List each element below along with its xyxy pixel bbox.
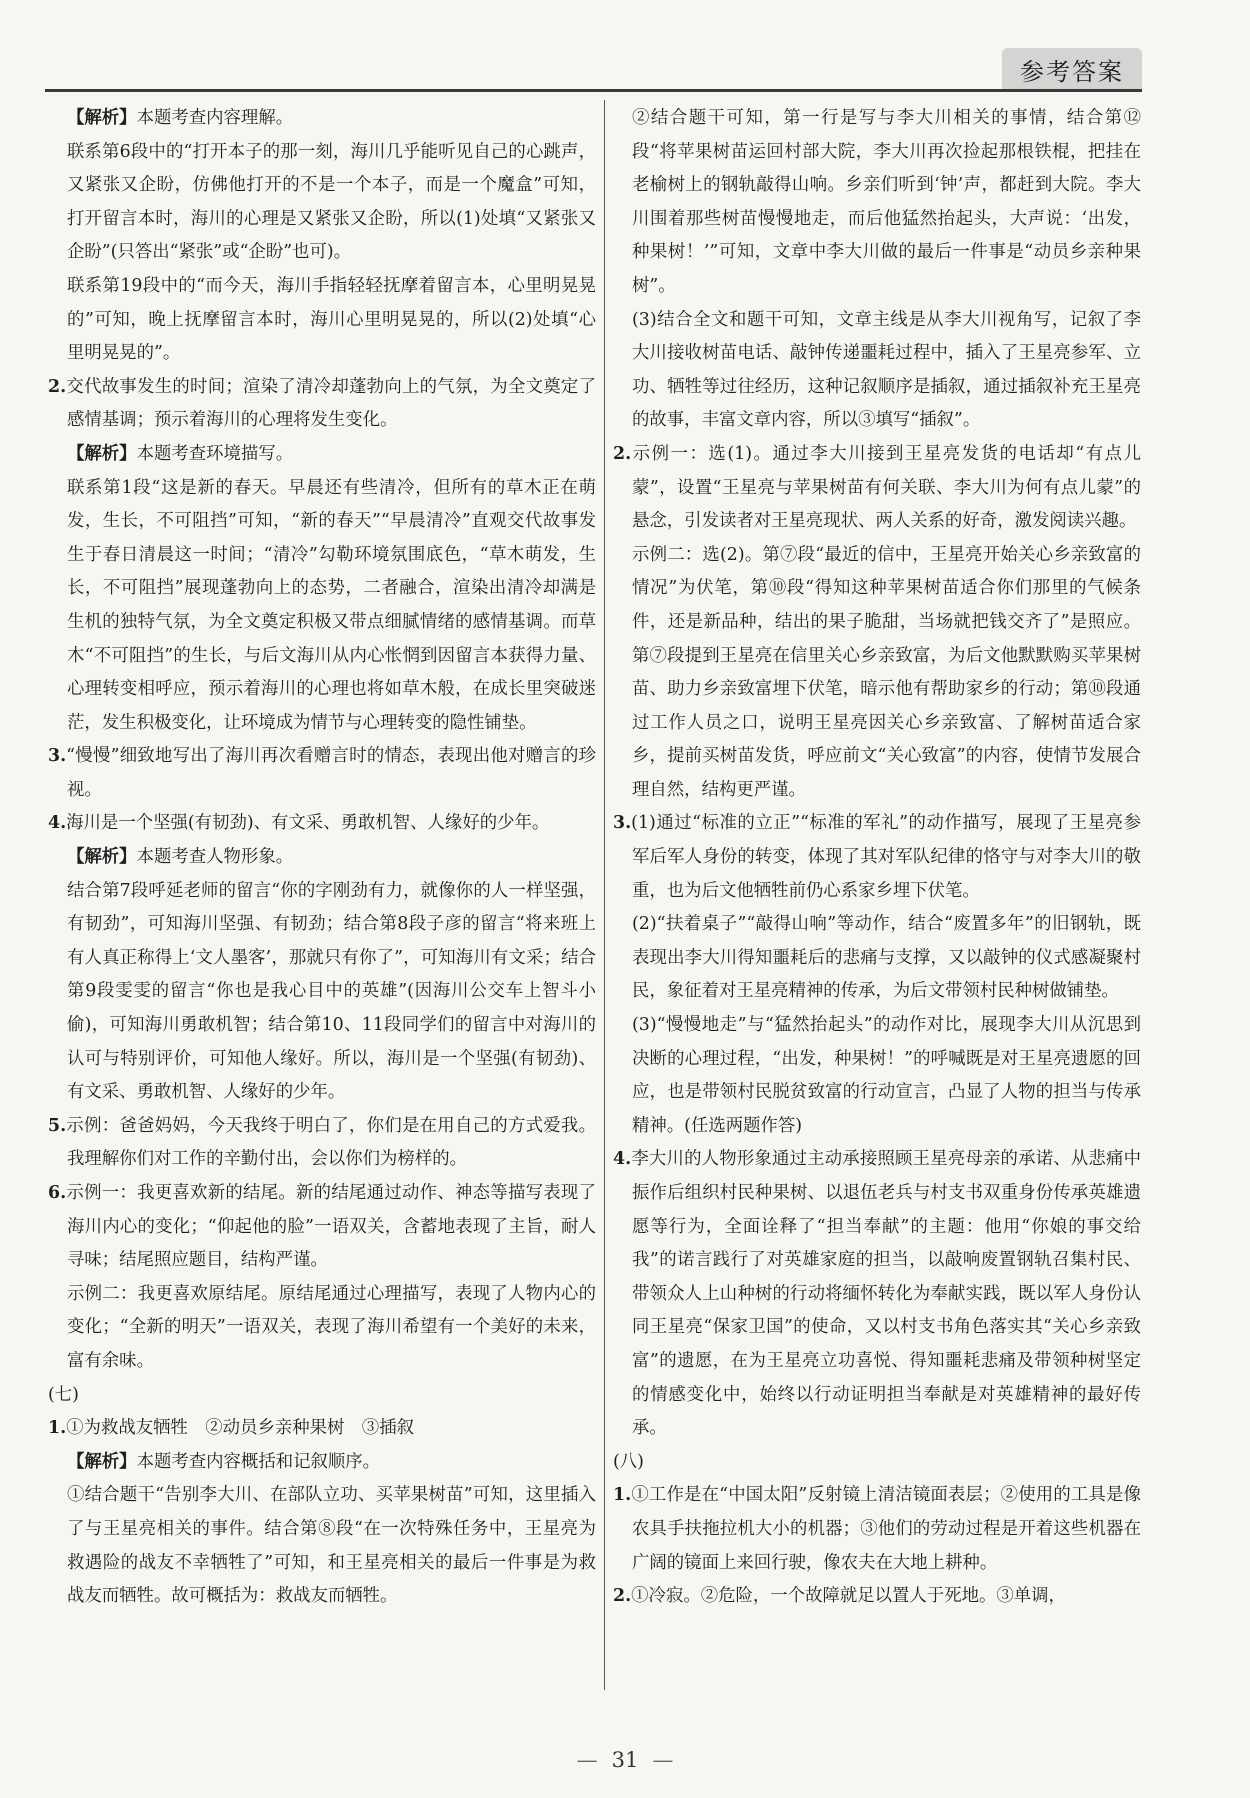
analysis-tag: 【解析】 xyxy=(67,1451,137,1472)
answer-text: “慢慢”细致地写出了海川再次看赠言时的情态，表现出他对赠言的珍视。 xyxy=(66,746,596,800)
right-column xyxy=(613,102,1141,1614)
answer-text: 示例一：选(1)。通过李大川接到王星亮发货的电话却“有点儿蒙”，设置“王星亮与苹果树苗有何关联、李大川为何有点儿蒙”的悬念，引发读者对王星亮现状、两人关系的好奇，激发阅读兴趣。 xyxy=(631,443,1141,532)
answer-text: 海川是一个坚强(有韧劲)、有文采、勇敢机智、人缘好的少年。 xyxy=(66,813,550,834)
answer-item xyxy=(613,438,1141,539)
explanation-paragraph: 示例二：选(2)。第⑦段“最近的信中，王星亮开始关心乡亲致富的情况”为伏笔，第⑩段“得知这种苹果树苗适合你们那里的气候条件，还是新品种，结出的果子脆甜，当场就把钱交齐了”是照应。第⑦段提到王星亮在信里关心乡亲致富，为后文他默默购买苹果树苗、助力乡亲致富埋下伏笔，暗示他有帮助家乡的行动；第⑩段通过工作人员之口，说明王星亮因关心乡亲致富、了解树苗适合家乡，提前买树苗发货，呼应前文“关心致富”的内容，使情节发展合理自然，结构更严谨。 xyxy=(632,544,1141,800)
analysis-topic: 本题考查环境描写。 xyxy=(136,443,294,464)
section-heading: (八) xyxy=(613,1451,644,1472)
explanation-paragraph: (3)“慢慢地走”与“猛然抬起头”的动作对比，展现李大川从沉思到决断的心理过程，“出发，种果树！”的呼喊既是对王星亮遗愿的回应，也是带领村民脱贫致富的行动宣言，凸显了人物的担当与传承精神。(任选两题作答) xyxy=(632,1015,1141,1136)
section-heading: (七) xyxy=(48,1384,79,1405)
answer-number: 1. xyxy=(613,1485,632,1506)
answer-item xyxy=(48,1412,596,1446)
analysis-topic: 本题考查人物形象。 xyxy=(136,847,294,868)
left-column xyxy=(48,102,596,1614)
analysis-tag: 【解析】 xyxy=(67,443,137,464)
answer-number: 4. xyxy=(48,813,67,834)
explanation-paragraph: 示例二：我更喜欢原结尾。原结尾通过心理描写，表现了人物内心的变化；“全新的明天”一语双关，表现了海川希望有一个美好的未来，富有余味。 xyxy=(67,1283,596,1371)
answer-item xyxy=(48,740,596,807)
analysis-heading xyxy=(48,841,596,875)
answer-text: 示例一：我更喜欢新的结尾。新的结尾通过动作、神态等描写表现了海川内心的变化；“仰起他的脸”一语双关，含蓄地表现了主旨，耐人寻味；结尾照应题目，结构严谨。 xyxy=(66,1183,596,1271)
explanation-paragraph: (2)“扶着桌子”“敲得山响”等动作，结合“废置多年”的旧钢轨，既表现出李大川得知噩耗后的悲痛与支撑，又以敲钟的仪式感凝聚村民，象征着对王星亮精神的传承，为后文带领村民种树做铺垫。 xyxy=(632,914,1141,1002)
explanation-paragraph: ②结合题干可知，第一行是写与李大川相关的事情，结合第⑫段“将苹果树苗运回村部大院，李大川再次捡起那根铁棍，把挂在老榆树上的钢轨敲得山响。乡亲们听到‘钟’声，都赶到大院。李大川围着那些树苗慢慢地走，而后他猛然抬起头，大声说：‘出发，种果树！’”可知，文章中李大川做的最后一件事是“动员乡亲种果树”。 xyxy=(632,108,1141,296)
answer-number: 4. xyxy=(613,1149,632,1170)
answer-number: 3. xyxy=(613,813,632,834)
answer-number: 6. xyxy=(48,1183,67,1203)
analysis-heading xyxy=(48,1446,596,1480)
page-number: 31 xyxy=(611,1748,639,1772)
answer-text: ①工作是在“中国太阳”反射镜上清洁镜面表层；②使用的工具是像农具手扶拖拉机大小的机器；③他们的劳动过程是开着这些机器在广阔的镜面上来回行驶，像农夫在大地上耕种。 xyxy=(631,1485,1141,1573)
answer-text: ①为救战友牺牲 ②动员乡亲种果树 ③插叙 xyxy=(66,1418,414,1439)
analysis-heading xyxy=(48,102,596,136)
answer-number: 5. xyxy=(48,1115,67,1136)
analysis-topic: 本题考查内容概括和记叙顺序。 xyxy=(136,1451,381,1472)
answer-text: 示例：爸爸妈妈，今天我终于明白了，你们是在用自己的方式爱我。我理解你们对工作的辛勤付出，会以你们为榜样的。 xyxy=(66,1115,596,1170)
answer-item xyxy=(613,807,1141,908)
analysis-tag: 【解析】 xyxy=(67,847,137,868)
answer-number: 2. xyxy=(613,1586,632,1607)
answer-item xyxy=(613,1143,1141,1445)
explanation-paragraph: 结合第7段呼延老师的留言“你的字刚劲有力，就像你的人一样坚强，有韧劲”，可知海川坚强、有韧劲；结合第8段子彦的留言“将来班上有人真正称得上‘文人墨客’，那就只有你了”，可知海川有文采；结合第9段雯雯的留言“你也是我心目中的英雄”(因海川公交车上智斗小偷)，可知海川勇敢机智；结合第10、11段同学们的留言中对海川的认可与特别评价，可知他人缘好。所以，海川是一个坚强(有韧劲)、有文采、勇敢机智、人缘好的少年。 xyxy=(67,880,596,1103)
analysis-tag: 【解析】 xyxy=(67,108,137,128)
explanation-paragraph: 联系第19段中的“而今天，海川手指轻轻抚摩着留言本，心里明晃晃的”可知，晚上抚摩留言本时，海川心里明晃晃的，所以(2)处填“心里明晃晃的”。 xyxy=(67,275,596,364)
answer-text: 李大川的人物形象通过主动承接照顾王星亮母亲的承诺、从悲痛中振作后组织村民种果树、以退伍老兵与村支书双重身份传承英雄遗愿等行为，全面诠释了“担当奉献”的主题：他用“你娘的事交给我”的诺言践行了对英雄家庭的担当，以敲响废置钢轨召集村民、带领众人上山种树的行动将缅怀转化为奉献实践，既以军人身份认同王星亮“保家卫国”的使命，又以村支书角色落实其“关心乡亲致富”的遗愿，在为王星亮立功喜悦、得知噩耗悲痛及带领种树坚定的情感变化中，始终以行动证明担当奉献是对英雄精神的最好传承。 xyxy=(631,1149,1141,1439)
explanation-paragraph: 联系第6段中的“打开本子的那一刻，海川几乎能听见自己的心跳声，又紧张又企盼，仿佛他打开的不是一个本子，而是一个魔盒”可知，打开留言本时，海川的心理是又紧张又企盼，所以(1)处填“又紧张又企盼”(只答出“紧张”或“企盼”也可)。 xyxy=(67,141,596,263)
answer-item xyxy=(613,1580,1141,1614)
page-number-footer xyxy=(0,1748,1250,1772)
explanation-paragraph: (3)结合全文和题干可知，文章主线是从李大川视角写，记叙了李大川接收树苗电话、敲钟传递噩耗过程中，插入了王星亮参军、立功、牺牲等过往经历，这种记叙顺序是插叙，通过插叙补充王星亮的故事，丰富文章内容，所以③填写“插叙”。 xyxy=(632,309,1141,431)
answer-item xyxy=(613,1479,1141,1580)
header-title: 参考答案 xyxy=(1020,57,1124,86)
header-tab xyxy=(1002,48,1142,90)
answer-number: 2. xyxy=(48,376,67,397)
answer-item xyxy=(48,1177,596,1278)
answer-item xyxy=(48,1110,596,1177)
answer-text: 交代故事发生的时间；渲染了清冷却蓬勃向上的气氛，为全文奠定了感情基调；预示着海川的心理将发生变化。 xyxy=(66,376,596,431)
explanation-paragraph: 联系第1段“这是新的春天。早晨还有些清冷，但所有的草木正在萌发，生长，不可阻挡”可知，“新的春天”“早晨清冷”直观交代故事发生于春日清晨这一时间；“清冷”勾勒环境氛围底色，“草木萌发，生长，不可阻挡”展现蓬勃向上的态势，二者融合，渲染出清冷却满是生机的独特气氛，为全文奠定积极又带点细腻情绪的感情基调。而草木“不可阻挡”的生长，与后文海川从内心怅惘到因留言本获得力量、心理转变相呼应，预示着海川的心理也将如草木般，在成长里突破迷茫，发生积极变化，让环境成为情节与心理转变的隐性铺垫。 xyxy=(67,477,596,733)
page-dash-right: — xyxy=(652,1748,674,1772)
answer-number: 3. xyxy=(48,746,67,767)
page-dash-left: — xyxy=(576,1748,598,1772)
answer-text: ①冷寂。②危险，一个故障就足以置人于死地。③单调， xyxy=(631,1586,1066,1607)
analysis-heading xyxy=(48,438,596,472)
analysis-topic: 本题考查内容理解。 xyxy=(136,108,294,128)
answer-text: (1)通过“标准的立正”“标准的军礼”的动作描写，展现了王星亮参军后军人身份的转变，体现了其对军队纪律的恪守与对李大川的敬重，也为后文他牺牲前仍心系家乡埋下伏笔。 xyxy=(631,813,1141,901)
answer-number: 2. xyxy=(613,443,632,464)
explanation-paragraph: ①结合题干“告别李大川、在部队立功、买苹果树苗”可知，这里插入了与王星亮相关的事件。结合第⑧段“在一次特殊任务中，王星亮为救遇险的战友不幸牺牲了”可知，和王星亮相关的最后一件事是为救战友而牺牲。故可概括为：救战友而牺牲。 xyxy=(67,1485,596,1607)
column-divider xyxy=(604,100,605,1690)
header-rule xyxy=(45,89,1142,92)
answer-number: 1. xyxy=(48,1418,67,1439)
answer-item xyxy=(48,371,596,438)
answer-item xyxy=(48,807,596,841)
